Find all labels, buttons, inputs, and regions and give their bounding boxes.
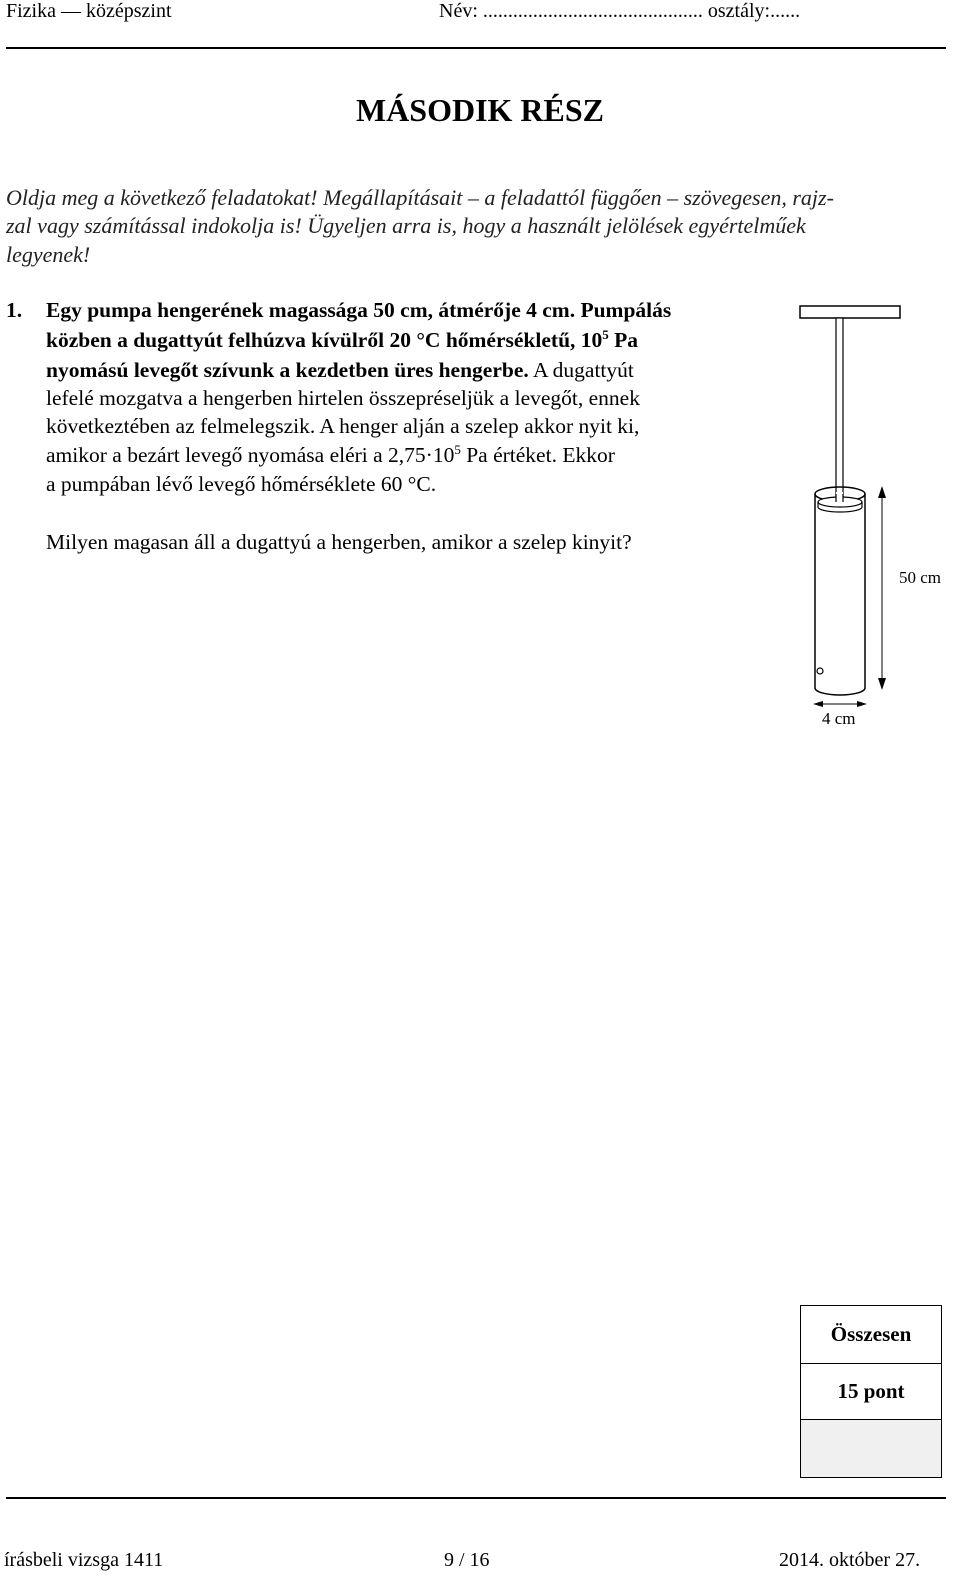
- score-max-points: 15 pont: [801, 1364, 942, 1420]
- pump-handle: [800, 306, 900, 318]
- score-box: [800, 1305, 942, 1478]
- task-line-7: a pumpában lévő levegő hőmérséklete 60 °C.: [46, 472, 437, 496]
- intro-line-2: zal vagy számítással indokolja is! Ügyeljen arra is, hogy a használt jelölések egyértelműek: [6, 213, 806, 238]
- piston-rod: [836, 318, 843, 502]
- page-title: MÁSODIK RÉSZ: [355, 92, 605, 128]
- footer-date: 2014. október 27.: [779, 1549, 921, 1571]
- task-line-1: Egy pumpa hengerének magassága 50 cm, átmérője 4 cm. Pumpálás: [46, 298, 672, 322]
- task-line-2: közben a dugattyút felhúzva kívülről 20 °C hőmérsékletű, $10^5$ Pa: [46, 326, 639, 352]
- height-label: 50 cm: [899, 568, 942, 587]
- task-number: 1.: [6, 298, 23, 322]
- task-line-6: amikor a bezárt levegő nyomása eléri a $2,75\cdot 10^5$ Pa értéket. Ekkor: [46, 441, 615, 467]
- footer-page-number: 9 / 16: [444, 1549, 490, 1571]
- height-dimension-arrow: [878, 486, 886, 690]
- task-line-4: lefelé mozgatva a hengerben hirtelen összepréseljük a levegőt, ennek: [46, 386, 640, 410]
- task-question: Milyen magasan áll a dugattyú a hengerben, amikor a szelep kinyit?: [46, 530, 632, 554]
- header-name-field: Név: ............................................ osztály:......: [439, 0, 801, 22]
- score-earned-field[interactable]: [801, 1420, 942, 1478]
- diameter-dimension-arrow: [813, 701, 867, 707]
- header-subject: Fizika — középszint: [6, 0, 172, 22]
- task-line-5: következtében az felmelegszik. A henger alján a szelep akkor nyit ki,: [46, 414, 640, 438]
- intro-line-3: legyenek!: [6, 242, 91, 267]
- footer-exam-id: írásbeli vizsga 1411: [4, 1549, 164, 1571]
- diameter-label: 4 cm: [822, 709, 856, 728]
- pump-figure: [790, 300, 960, 740]
- task-line-3: nyomású levegőt szívunk a kezdetben üres hengerbe. A dugattyút: [46, 358, 634, 382]
- footer-rule: [6, 1497, 946, 1499]
- intro-line-1: Oldja meg a következő feladatokat! Megállapításait – a feladattól függően – szövegesen, rajz-: [6, 185, 834, 210]
- score-total-label: Összesen: [801, 1306, 942, 1364]
- piston: [818, 492, 862, 512]
- header-rule: [6, 47, 946, 49]
- cylinder: [815, 487, 865, 695]
- valve: [817, 668, 823, 674]
